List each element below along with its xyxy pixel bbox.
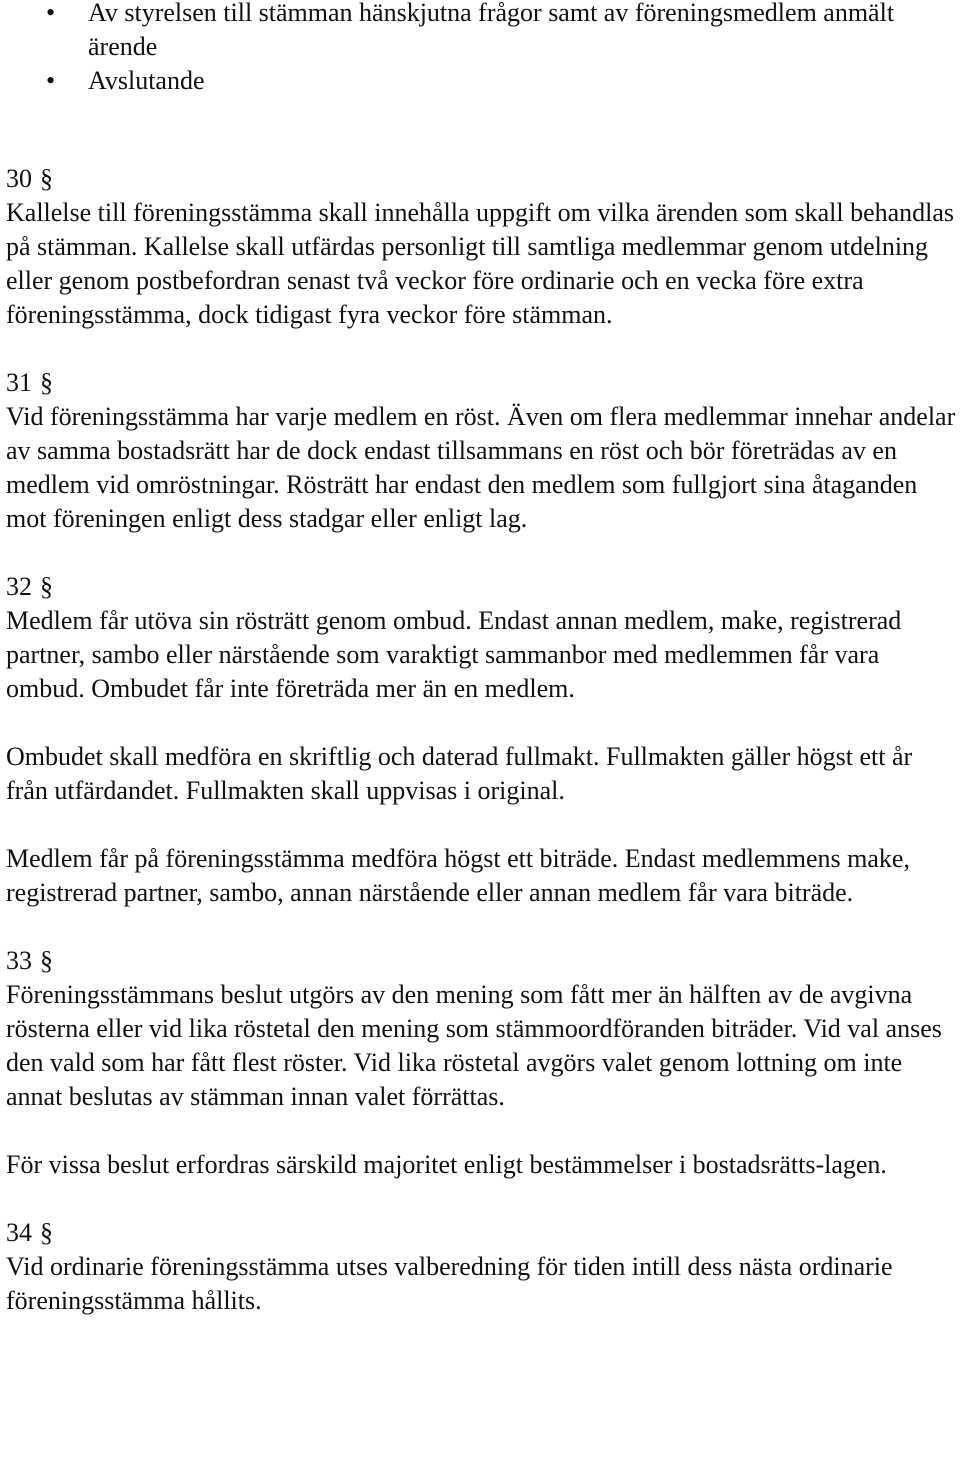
section-number: 31 <box>6 368 32 397</box>
section-paragraph: Vid föreningsstämma har varje medlem en röst. Även om flera medlemmar innehar andelar av samma bostadsrätt har de dock endast tillsammans en röst och bör företrädas av en medlem vid omröstningar. Rösträtt har endast den medlem som fullgjort sina åtaganden mot föreningen enligt dess stadgar eller enligt lag. <box>6 402 956 533</box>
paragraph-sign: § <box>40 164 53 193</box>
section-paragraph: Medlem får på föreningsstämma medföra högst ett biträde. Endast medlemmens make, registrerad partner, sambo, annan närstående eller annan medlem får vara biträde. <box>6 844 910 907</box>
list-item <box>6 64 958 98</box>
section-paragraph: Vid ordinarie föreningsstämma utses valberedning för tiden intill dess nästa ordinarie föreningsstämma hållits. <box>6 1252 893 1315</box>
section-heading <box>6 944 958 978</box>
paragraph-sign: § <box>40 946 53 975</box>
list-item-text: Avslutande <box>88 66 205 95</box>
section-number: 34 <box>6 1218 32 1247</box>
section-paragraph: Föreningsstämmans beslut utgörs av den mening som fått mer än hälften av de avgivna rösterna eller vid lika röstetal den mening som stämmoordföranden biträder. Vid val anses den vald som har fått flest röster. Vid lika röstetal avgörs valet genom lottning om inte annat beslutas av stämman innan valet förrättas. <box>6 980 942 1111</box>
section-heading <box>6 570 958 604</box>
spacer <box>6 332 958 366</box>
paragraph-sign: § <box>40 368 53 397</box>
spacer <box>6 910 958 944</box>
section-number: 30 <box>6 164 32 193</box>
section-paragraph: För vissa beslut erfordras särskild majoritet enligt bestämmelser i bostadsrätts-lagen. <box>6 1150 887 1179</box>
section-32 <box>6 570 958 910</box>
document-page <box>6 0 958 1318</box>
list-item <box>6 0 958 64</box>
section-33 <box>6 944 958 1182</box>
agenda-bullet-list <box>6 0 958 98</box>
bullet-icon: • <box>46 0 56 27</box>
section-heading <box>6 366 958 400</box>
section-heading <box>6 1216 958 1250</box>
section-paragraph: Ombudet skall medföra en skriftlig och daterad fullmakt. Fullmakten gäller högst ett år från utfärdandet. Fullmakten skall uppvisas i original. <box>6 742 913 805</box>
section-34 <box>6 1216 958 1318</box>
spacer <box>6 98 958 162</box>
spacer <box>6 1182 958 1216</box>
paragraph-sign: § <box>40 1218 53 1247</box>
section-number: 33 <box>6 946 32 975</box>
section-30 <box>6 162 958 332</box>
section-heading <box>6 162 958 196</box>
section-number: 32 <box>6 572 32 601</box>
spacer <box>6 536 958 570</box>
section-31 <box>6 366 958 536</box>
spacer <box>6 808 958 842</box>
section-paragraph: Medlem får utöva sin rösträtt genom ombud. Endast annan medlem, make, registrerad partner, sambo eller närstående som varaktigt sammanbor med medlemmen får vara ombud. Ombudet får inte företräda mer än en medlem. <box>6 606 902 703</box>
paragraph-sign: § <box>40 572 53 601</box>
section-paragraph: Kallelse till föreningsstämma skall innehålla uppgift om vilka ärenden som skall behandlas på stämman. Kallelse skall utfärdas personligt till samtliga medlemmar genom utdelning eller genom postbefordran senast två veckor före ordinarie och en vecka före extra föreningsstämma, dock tidigast fyra veckor före stämman. <box>6 198 955 329</box>
bullet-icon: • <box>46 66 56 95</box>
spacer <box>6 1114 958 1148</box>
spacer <box>6 706 958 740</box>
list-item-text: Av styrelsen till stämman hänskjutna frågor samt av föreningsmedlem anmält ärende <box>88 0 895 61</box>
